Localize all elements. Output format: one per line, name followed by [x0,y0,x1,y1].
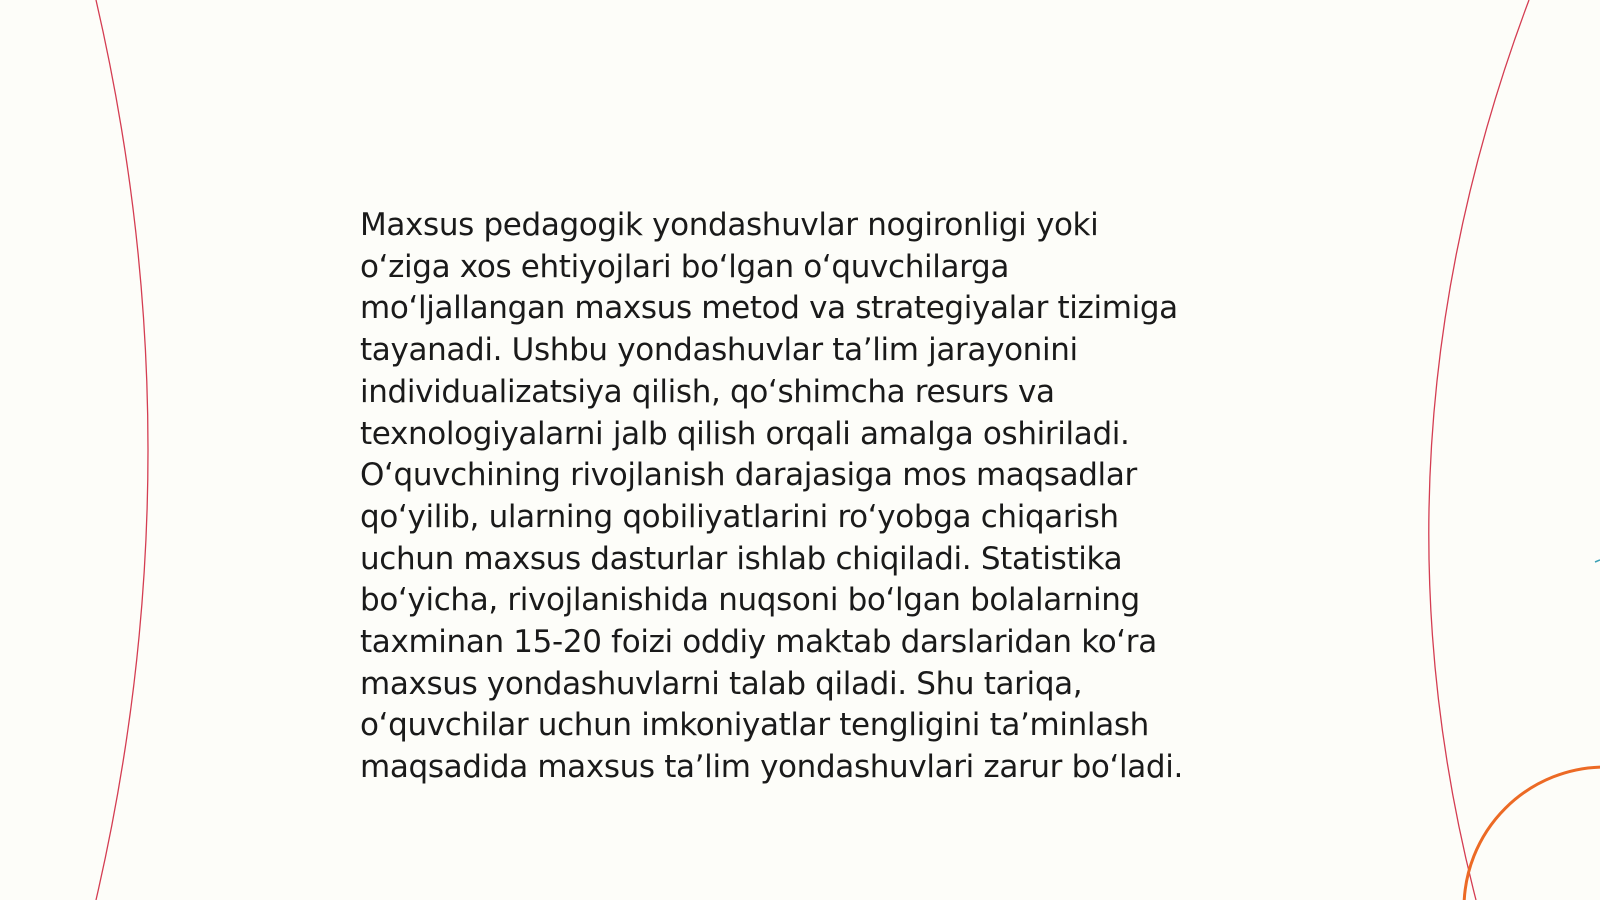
slide-body-text [360,205,1260,789]
orange-circle-outline [1464,767,1600,900]
body-line: individualizatsiya qilish, qo‘shimcha resurs va [360,373,1055,410]
body-line: O‘quvchining rivojlanish darajasiga mos maqsadlar [360,457,1137,494]
body-line: o‘ziga xos ehtiyojlari bo‘lgan o‘quvchilarga [360,248,1009,285]
body-line: uchun maxsus dasturlar ishlab chiqiladi. Statistika [360,540,1123,577]
teal-accent-mark [1595,560,1600,562]
body-line: qo‘yilib, ularning qobiliyatlarini ro‘yobga chiqarish [360,498,1119,535]
body-line: texnologiyalarni jalb qilish orqali amalga oshiriladi. [360,415,1130,452]
body-line: maxsus yondashuvlarni talab qiladi. Shu tariqa, [360,665,1083,702]
body-line: tayanadi. Ushbu yondashuvlar ta’lim jarayonini [360,332,1078,369]
right-curve-line [1429,0,1529,900]
left-curve-line [96,0,148,900]
body-line: o‘quvchilar uchun imkoniyatlar tengligini ta’minlash [360,707,1149,744]
body-line: taxminan 15-20 foizi oddiy maktab darslaridan ko‘ra [360,624,1157,661]
body-line: bo‘yicha, rivojlanishida nuqsoni bo‘lgan bolalarning [360,582,1140,619]
body-line: maqsadida maxsus ta’lim yondashuvlari zarur bo‘ladi. [360,749,1184,786]
body-line: mo‘ljallangan maxsus metod va strategiyalar tizimiga [360,290,1178,327]
body-line: Maxsus pedagogik yondashuvlar nogironligi yoki [360,207,1099,243]
